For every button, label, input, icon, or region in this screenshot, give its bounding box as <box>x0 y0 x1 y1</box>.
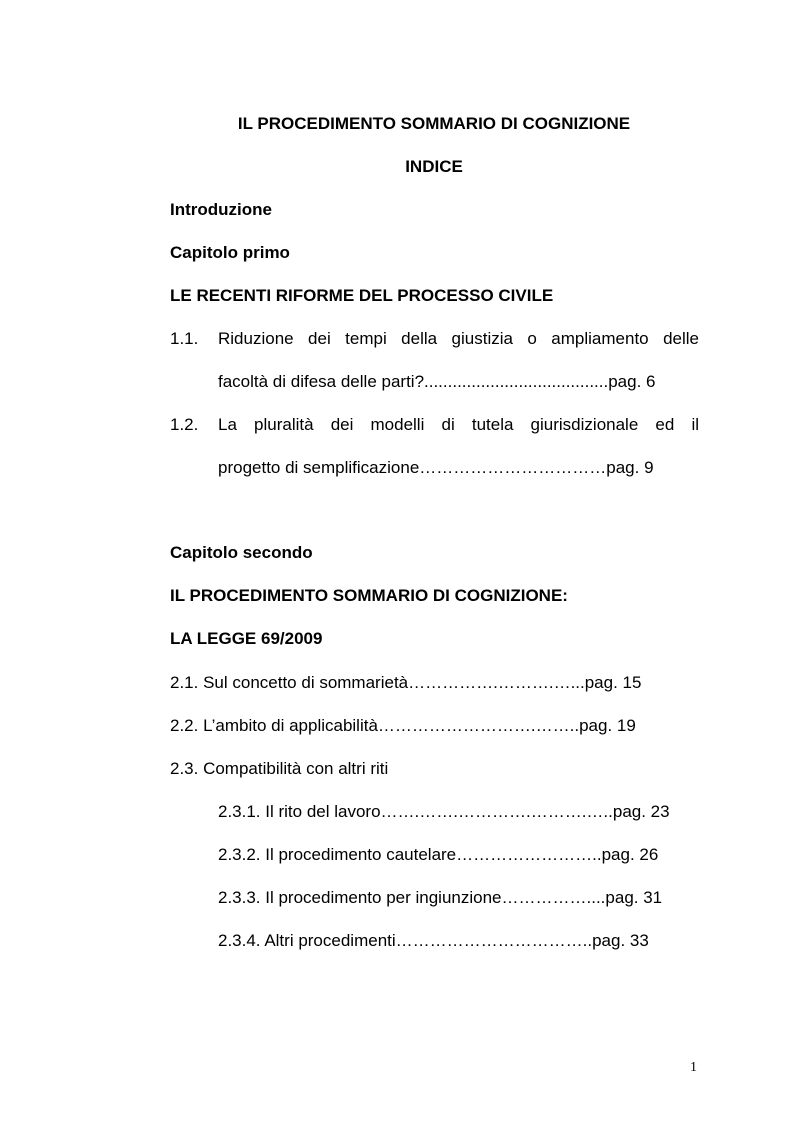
chapter2-label: Capitolo secondo <box>170 543 313 562</box>
toc-item-text-continuation: progetto di semplificazione……………………………pag. 9 <box>218 458 654 477</box>
index-heading: INDICE <box>405 157 463 176</box>
chapter2-subtitle: LA LEGGE 69/2009 <box>170 629 323 648</box>
toc-subitem: 2.3.4. Altri procedimenti……………………………..pag. 33 <box>218 931 649 950</box>
toc-subitem: 2.3.1. Il rito del lavoro…….…….………….……….…..pag. 23 <box>218 802 670 821</box>
chapter2-title: IL PROCEDIMENTO SOMMARIO DI COGNIZIONE: <box>170 586 568 605</box>
toc-item-text: Riduzione dei tempi della giustizia o ampliamento delle <box>218 329 699 348</box>
document-title: IL PROCEDIMENTO SOMMARIO DI COGNIZIONE <box>237 114 631 133</box>
toc-item: 2.2. L’ambito di applicabilità……………………….……..pag. 19 <box>170 716 636 735</box>
toc-subitem: 2.3.2. Il procedimento cautelare……………………..pag. 26 <box>218 845 659 864</box>
introduction-heading: Introduzione <box>170 200 272 219</box>
toc-item: 2.3. Compatibilità con altri riti <box>170 759 389 778</box>
toc-item-number: 1.2. <box>170 415 199 434</box>
toc-item-number: 1.1. <box>170 329 199 348</box>
toc-item: 2.1. Sul concetto di sommarietà…………….……….…...pag. 15 <box>170 673 642 692</box>
toc-item-text: La pluralità dei modelli di tutela giurisdizionale ed il <box>218 415 699 434</box>
toc-subitem: 2.3.3. Il procedimento per ingiunzione……………....pag. 31 <box>218 888 663 907</box>
chapter1-title: LE RECENTI RIFORME DEL PROCESSO CIVILE <box>170 286 554 305</box>
toc-item-text-continuation: facoltà di difesa delle parti?.......................................pag. 6 <box>218 372 656 391</box>
chapter1-label: Capitolo primo <box>170 243 290 262</box>
page-number: 1 <box>690 1060 697 1075</box>
